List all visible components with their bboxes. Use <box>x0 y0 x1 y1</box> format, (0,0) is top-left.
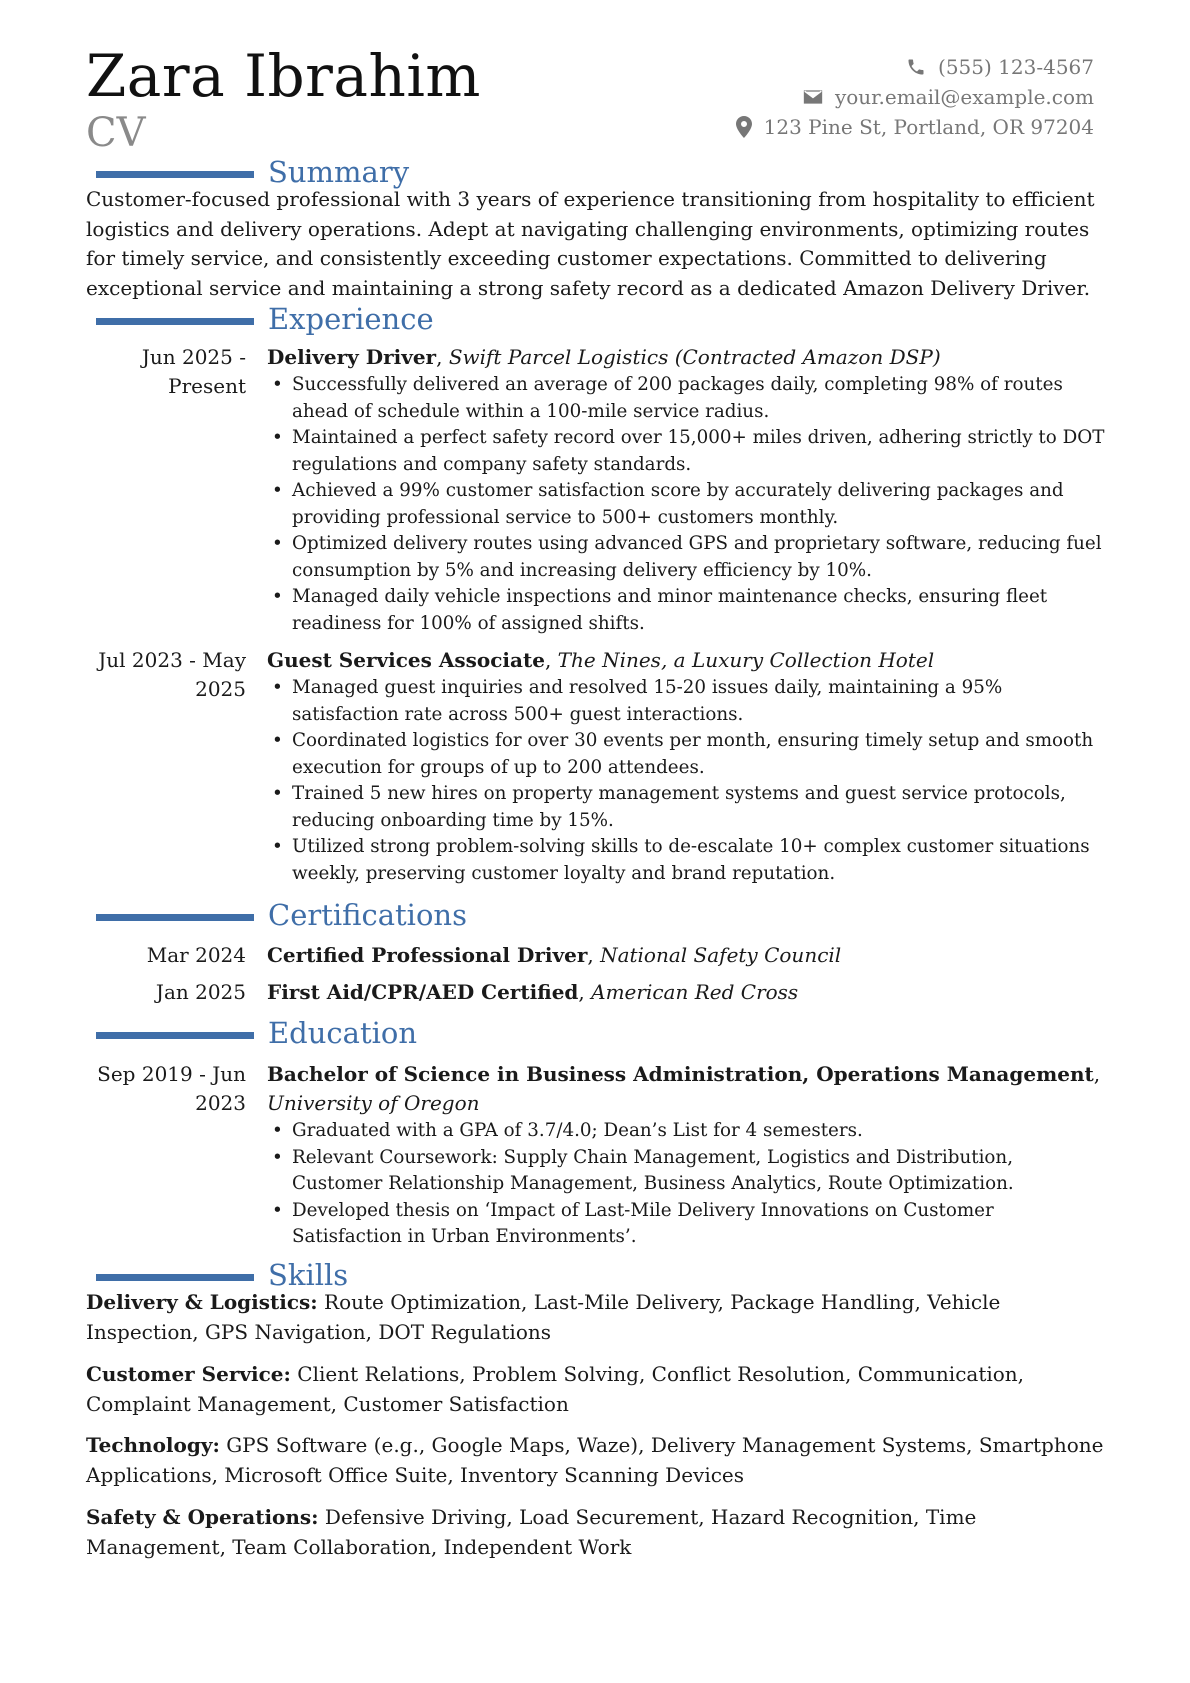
list-item: • Developed thesis on ‘Impact of Last-Mile Delivery Innovations on Customer Satisfaction in Urban Environments’. <box>267 1198 1107 1251</box>
entry-bullets <box>267 675 1107 887</box>
skill-label: Customer Service: <box>86 1362 291 1386</box>
contact-address-row <box>736 112 1094 142</box>
skill-value: Client Relations, Problem Solving, Conflict Resolution, Communication, Complaint Management, Customer Satisfaction <box>86 1362 1025 1416</box>
skill-value: Route Optimization, Last-Mile Delivery, Package Handling, Vehicle Inspection, GPS Navigation, DOT Regulations <box>86 1290 1001 1344</box>
summary-title: Summary <box>268 155 410 189</box>
contact-address: 123 Pine St, Portland, OR 97204 <box>763 115 1094 139</box>
entry-role: Guest Services Associate <box>267 648 545 672</box>
certification-name: First Aid/CPR/AED Certified <box>267 980 579 1004</box>
phone-icon <box>906 57 926 77</box>
skills-title: Skills <box>268 1258 349 1292</box>
certification-issuer: American Red Cross <box>591 980 799 1004</box>
section-rule <box>96 318 254 325</box>
section-rule <box>96 914 254 921</box>
entry-date: Jan 2025 <box>155 980 246 1004</box>
entry-bullets <box>267 372 1107 637</box>
entry-date: Jun 2025 - Present <box>141 345 246 398</box>
entry-body <box>267 978 1107 1007</box>
entry-role: Delivery Driver <box>267 345 437 369</box>
skill-group <box>86 1431 1111 1490</box>
entry-header: Delivery Driver, Swift Parcel Logistics (Contracted Amazon DSP) <box>267 345 941 369</box>
map-marker-icon <box>736 116 752 138</box>
list-item: • Successfully delivered an average of 200 packages daily, completing 98% of routes ahead of schedule within a 100-mile service radius. <box>267 372 1107 425</box>
entry-header: Bachelor of Science in Business Administration, Operations Management, University of Oregon <box>267 1062 1101 1115</box>
entry-org: Swift Parcel Logistics (Contracted Amazon DSP) <box>448 345 941 369</box>
list-item: • Coordinated logistics for over 30 events per month, ensuring timely setup and smooth execution for groups of up to 200 attendees. <box>267 728 1107 781</box>
entry-header: Certified Professional Driver, National Safety Council <box>267 943 842 967</box>
section-rule <box>96 1032 254 1039</box>
list-item: • Graduated with a GPA of 3.7/4.0; Dean’s List for 4 semesters. <box>267 1118 1107 1145</box>
entry-body <box>267 343 1107 637</box>
list-item: • Optimized delivery routes using advanced GPS and proprietary software, reducing fuel consumption by 5% and increasing delivery efficiency by 10%. <box>267 531 1107 584</box>
skill-group <box>86 1360 1111 1419</box>
entry-header: First Aid/CPR/AED Certified, American Red Cross <box>267 980 799 1004</box>
education-school: University of Oregon <box>267 1091 480 1115</box>
list-item: • Relevant Coursework: Supply Chain Management, Logistics and Distribution, Customer Relationship Management, Business Analytics, Route Optimization. <box>267 1145 1107 1198</box>
skill-value: GPS Software (e.g., Google Maps, Waze), Delivery Management Systems, Smartphone Applications, Microsoft Office Suite, Inventory Scanning Devices <box>86 1433 1104 1487</box>
skill-label: Safety & Operations: <box>86 1505 319 1529</box>
list-item: • Managed guest inquiries and resolved 15-20 issues daily, maintaining a 95% satisfaction rate across 500+ guest interactions. <box>267 675 1107 728</box>
envelope-icon <box>803 89 823 105</box>
entry-body <box>267 646 1107 887</box>
skill-label: Technology: <box>86 1433 220 1457</box>
skill-value: Defensive Driving, Load Securement, Hazard Recognition, Time Management, Team Collaboration, Independent Work <box>86 1505 977 1559</box>
skill-group <box>86 1288 1111 1347</box>
list-item: • Achieved a 99% customer satisfaction score by accurately delivering packages and providing professional service to 500+ customers monthly. <box>267 478 1107 531</box>
document-subtitle: CV <box>86 110 146 156</box>
list-item: • Maintained a perfect safety record over 15,000+ miles driven, adhering strictly to DOT regulations and company safety standards. <box>267 425 1107 478</box>
person-name: Zara Ibrahim <box>86 42 481 110</box>
entry-header: Guest Services Associate, The Nines, a Luxury Collection Hotel <box>267 648 935 672</box>
education-degree: Bachelor of Science in Business Administration, Operations Management <box>267 1062 1094 1086</box>
certification-name: Certified Professional Driver <box>267 943 588 967</box>
contact-phone-row <box>736 52 1094 82</box>
entry-org: The Nines, a Luxury Collection Hotel <box>557 648 935 672</box>
contact-block <box>736 52 1094 142</box>
entry-date: Sep 2019 - Jun 2023 <box>97 1062 246 1115</box>
certification-issuer: National Safety Council <box>600 943 842 967</box>
entry-body <box>267 1060 1107 1251</box>
list-item: • Managed daily vehicle inspections and minor maintenance checks, ensuring fleet readiness for 100% of assigned shifts. <box>267 584 1107 637</box>
list-item: • Utilized strong problem-solving skills to de-escalate 10+ complex customer situations weekly, preserving customer loyalty and brand reputation. <box>267 834 1107 887</box>
contact-email-row <box>736 82 1094 112</box>
education-title: Education <box>268 1016 418 1050</box>
contact-email[interactable]: your.email@example.com <box>834 85 1094 109</box>
section-rule <box>96 171 254 178</box>
certifications-title: Certifications <box>268 898 467 932</box>
entry-date: Mar 2024 <box>146 943 246 967</box>
summary-text: Customer-focused professional with 3 years of experience transitioning from hospitality to efficient logistics and delivery operations. Adept at navigating challenging environments, optimizing routes for timely service, and consistently exceeding customer expectations. Committed to delivering exceptional service and maintaining a strong safety record as a dedicated Amazon Delivery Driver. <box>86 187 1095 300</box>
entry-date: Jul 2023 - May 2025 <box>98 648 246 701</box>
skill-group <box>86 1503 1111 1562</box>
entry-bullets <box>267 1118 1107 1251</box>
list-item: • Trained 5 new hires on property management systems and guest service protocols, reducing onboarding time by 15%. <box>267 781 1107 834</box>
entry-body <box>267 941 1107 970</box>
experience-title: Experience <box>268 302 434 336</box>
contact-phone[interactable]: (555) 123-4567 <box>938 55 1094 79</box>
skill-label: Delivery & Logistics: <box>86 1290 318 1314</box>
section-rule <box>96 1274 254 1281</box>
